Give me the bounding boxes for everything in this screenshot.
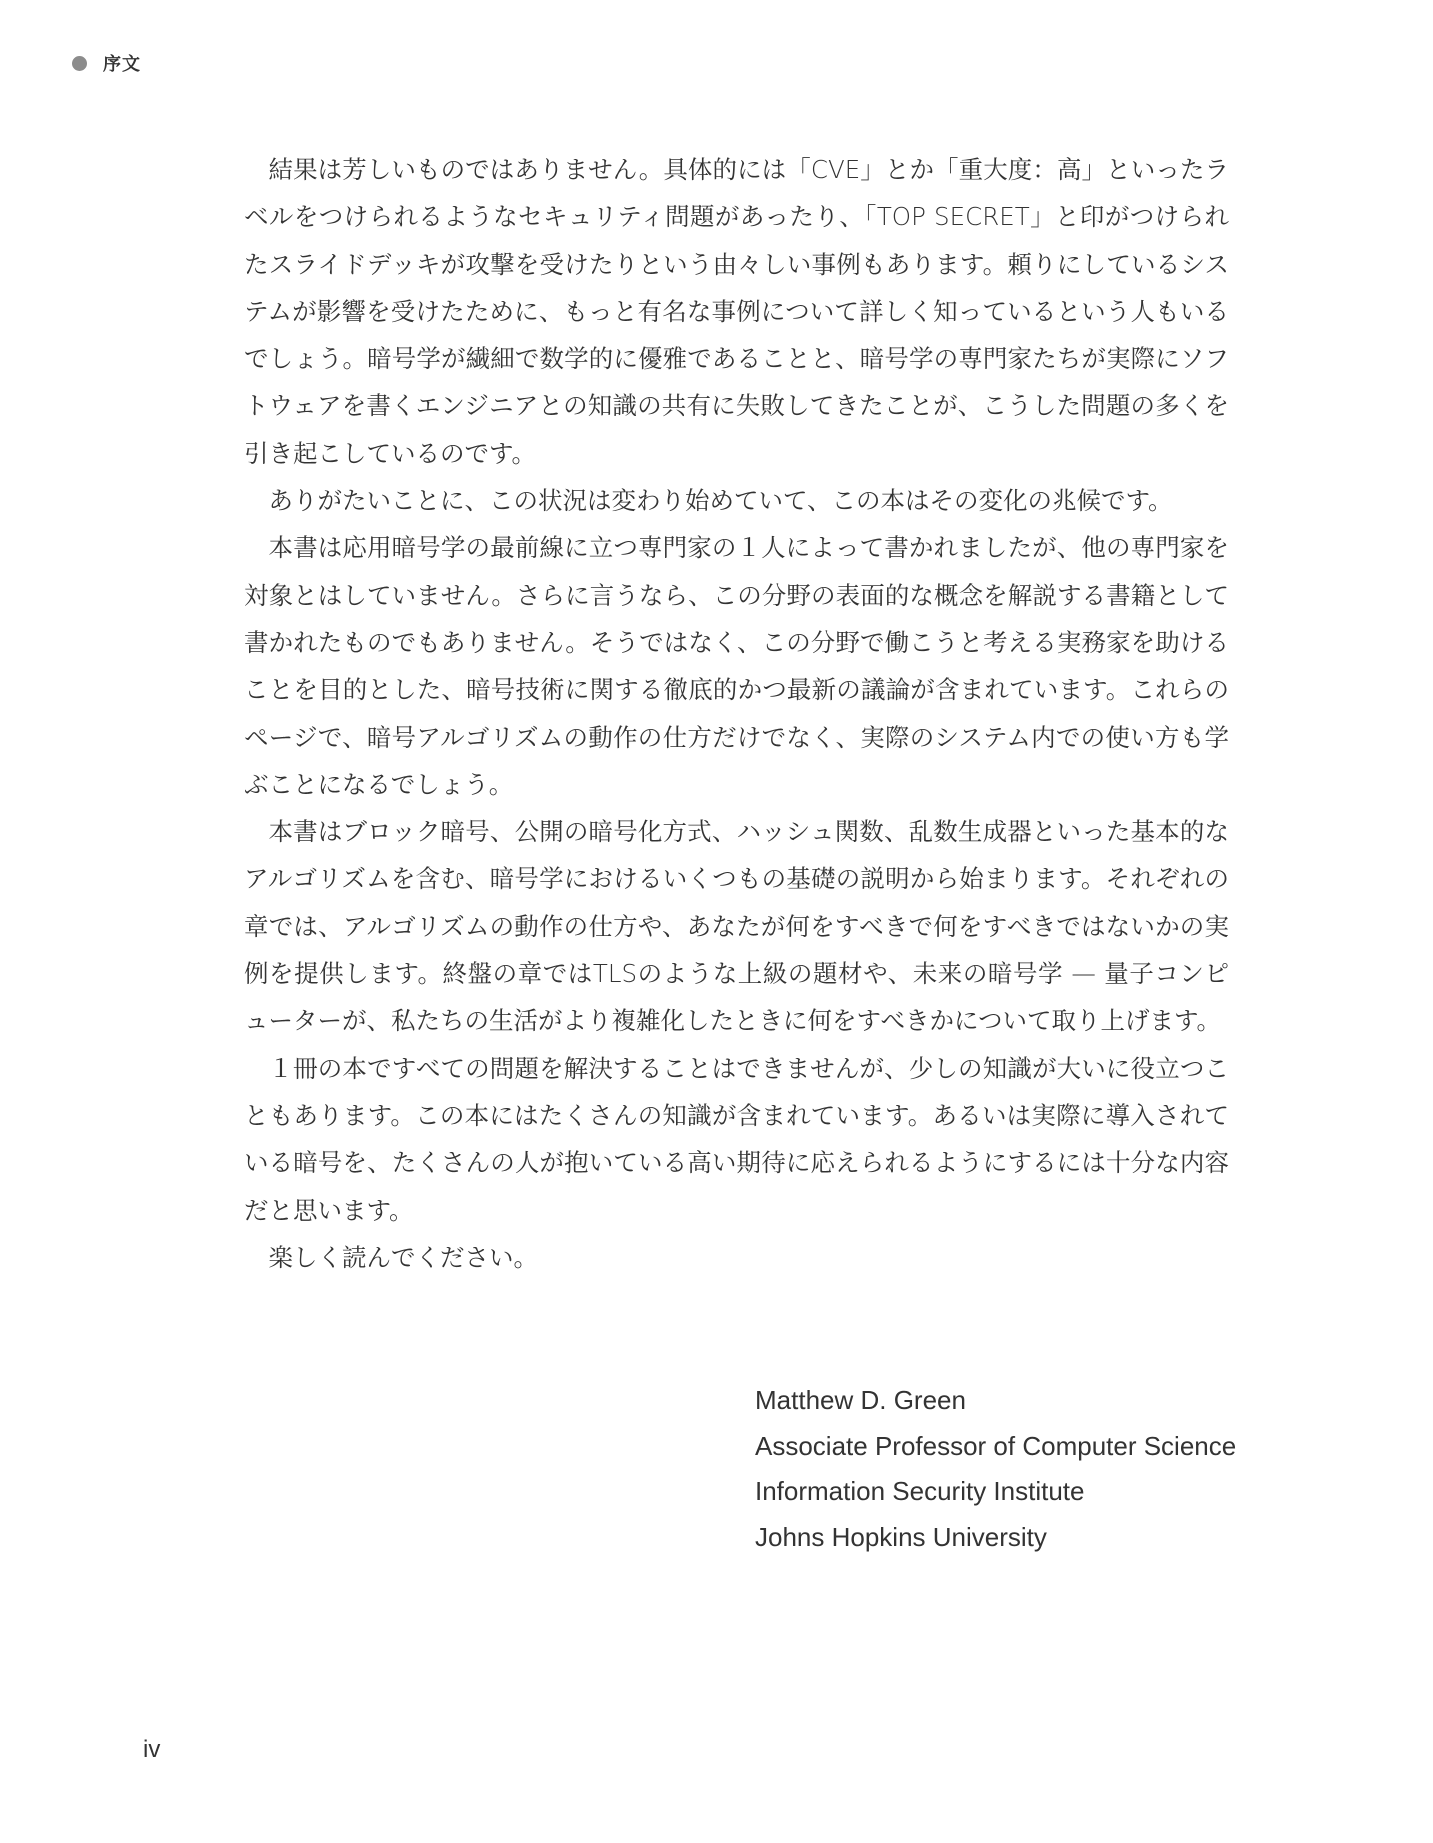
bullet-dot-icon: [72, 56, 87, 71]
running-header: [72, 50, 141, 76]
author-institute: Information Security Institute: [755, 1476, 1085, 1506]
paragraph: ありがたいことに、この状況は変わり始めていて、この本はその変化の兆候です。: [268, 486, 1173, 516]
body-text: [244, 146, 1229, 1281]
section-title: 序文: [103, 54, 141, 75]
paragraph: 本書は応用暗号学の最前線に立つ専門家の１人によって書かれましたが、他の専門家を対象とはしていません。さらに言うなら、この分野の表面的な概念を解説する書籍として書かれたものでもありません。そうではなく、この分野で働こうと考える実務家を助けることを目的とした、暗号技術に関する徹底的かつ最新の議論が含まれています。これらのページで、暗号アルゴリズムの動作の仕方だけでなく、実際のシステム内での使い方も学ぶことになるでしょう。: [244, 533, 1229, 799]
paragraph: 結果は芳しいものではありません。具体的には「CVE」とか「重大度：高」といったラベルをつけられるようなセキュリティ問題があったり、「TOP SECRET」と印がつけられたスライドデッキが攻撃を受けたりという由々しい事例もあります。頼りにしているシステムが影響を受けたために、もっと有名な事例について詳しく知っているという人もいるでしょう。暗号学が繊細で数学的に優雅であることと、暗号学の専門家たちが実際にソフトウェアを書くエンジニアとの知識の共有に失敗してきたことが、こうした問題の多くを引き起こしているのです。: [244, 155, 1229, 468]
paragraph: 楽しく読んでください。: [268, 1242, 538, 1272]
paragraph: 本書はブロック暗号、公開の暗号化方式、ハッシュ関数、乱数生成器といった基本的なアルゴリズムを含む、暗号学におけるいくつもの基礎の説明から始まります。それぞれの章では、アルゴリズムの動作の仕方や、あなたが何をすべきで何をすべきではないかの実例を提供します。終盤の章ではTLSのような上級の題材や、未来の暗号学 — 量子コンピューターが、私たちの生活がより複雑化したときに何をすべきかについて取り上げます。: [244, 817, 1229, 1036]
page-number: iv: [143, 1736, 161, 1763]
author-university: Johns Hopkins University: [755, 1521, 1047, 1552]
author-signature: [755, 1378, 1236, 1560]
author-title: Associate Professor of Computer Science: [755, 1430, 1237, 1461]
author-name: Matthew D. Green: [755, 1385, 966, 1415]
paragraph: １冊の本ですべての問題を解決することはできませんが、少しの知識が大いに役立つこともあります。この本にはたくさんの知識が含まれています。あるいは実際に導入されている暗号を、たくさんの人が抱いている高い期待に応えられるようにするには十分な内容だと思います。: [244, 1053, 1229, 1225]
